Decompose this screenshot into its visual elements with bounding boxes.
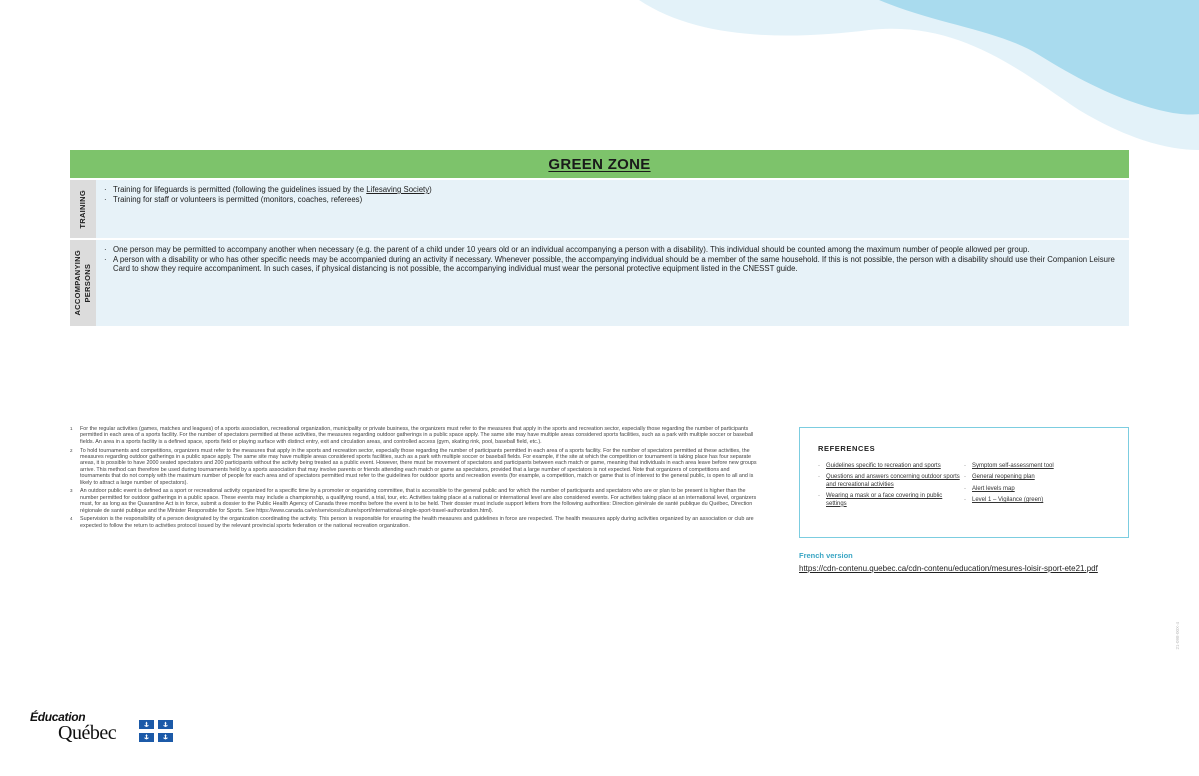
reference-link[interactable]: · Guidelines specific to recreation and sports bbox=[818, 463, 964, 470]
reference-link[interactable]: · General reopening plan bbox=[964, 474, 1110, 481]
list-item: · A person with a disability or who has other specific needs may be accompanied during an activity if necessary. Whenever possible, the accompanying individual should be a member of the same household. If this is not possible, the person with a disability should use their Companion Leisure Card to show they require accompaniment. In such cases, if physical distancing is not possible, the accompanying individual must wear the personal protective equipment listed in the CNESST guide. bbox=[104, 255, 1121, 274]
list-item: · One person may be permitted to accompany another when necessary (e.g. the parent of a child under 10 years old or an individual accompanying a person with a disability). This individual should be counted among the maximum number of people allowed per group. bbox=[104, 245, 1121, 255]
references-right-column bbox=[964, 463, 1110, 512]
footnote: 3 An outdoor public event is defined as a sport or recreational activity organized for a specific time by a promoter or organizing committee, that is accessible to the general public and for which the number of participants and spectators who are or plan to be present is higher than the number permitted for outdoor gatherings in a public space. These events may include a championship, a qualifying round, a trial, tour, etc. Activities taking place at a national or international level are also considered events. For activities taking place at an international level, organizers must, for as long as the Quarantine Act is in force, submit a dossier to the Public Health Agency of Canada three months before the event is to be held. Their dossier must include support letters from the following authorities: Direction générale de santé publique du Québec, Direction régionale de santé publique and the Minister Responsible for Sports. See https://www.canada.ca/en/services/culture/sport/international-single-sport-travel-authorization.html). bbox=[70, 488, 757, 514]
accompanying-persons-row bbox=[70, 238, 1129, 326]
footnote: 2 To hold tournaments and competitions, organizers must refer to the measures that apply in the sports and recreation sector, especially those regarding the number of participants permitted in each area of a sports facility. For the number of spectators permitted at these activities, the measures regarding outdoor gatherings in a public space apply. The same site may have multiple areas considered sports facilities, such as a park with multiple soccer or baseball fields. For example, if the site at which the competition or tournament is taking place has four separate areas, it is possible to have 2000 seated spectators and 200 participants without the activity being treated as a public event. However, there must be movement of spectators and participants between each match or game, meaning that individuals in each area leave before new groups arrive. This method can therefore be used during tournaments held by a sports association that may involve parents or friends attending each match or game as spectators, provided that a large number of spectators is not expected. Note that organizers of competitions and tournaments that do not comply with the maximum number of people for each area and of spectators permitted must refer to the guidelines for outdoor sports and recreation events (for example, a competition, match or game that is of interest to the general public, is open to all and is likely to attract a large number of spectators). bbox=[70, 447, 757, 486]
reference-link[interactable]: · Questions and answers concerning outdoor sports and recreational activities bbox=[818, 474, 964, 489]
footnote: 1 For the regular activities (games, matches and leagues) of a sports association, recreational organization, municipality or private business, the organizers must refer to the measures that apply in the sports and recreation sector, especially those regarding the number of participants permitted in each area of a sports facility. For the number of spectators permitted at these activities, the measures regarding outdoor gatherings in a public space apply. The same site may have multiple areas considered sports facilities, such as a park with multiple soccer or baseball fields. An area in a sports facility is a defined space, sports field or playing surface with distinct entry, exit and circulation areas, and controlled access (gym, skating rink, pool, baseball field, etc.). bbox=[70, 426, 754, 445]
reference-link[interactable]: · Symptom self-assessment tool bbox=[964, 463, 1110, 470]
zone-title: GREEN ZONE bbox=[548, 155, 651, 173]
footnote: 4 Supervision is the responsibility of a person designated by the organization coordinating the activity. This person is responsible for ensuring the health measures and guidelines in force are respected. The health measures apply during activities organized by an association or club are expected to follow the return to activities protocol issued by the relevant provincial sports federation or the national recreation organization. bbox=[70, 516, 754, 529]
reference-link[interactable]: · Level 1 – Vigilance (green) bbox=[964, 497, 1110, 504]
logo-text-quebec: Québec bbox=[58, 722, 117, 744]
accompanying-persons-content bbox=[96, 240, 1129, 326]
list-item: · Training for lifeguards is permitted (following the guidelines issued by the Lifesaving Society) bbox=[104, 185, 1121, 195]
references-left-column bbox=[818, 463, 964, 512]
footnotes bbox=[70, 426, 760, 532]
document-code: 21-098-00X-4 bbox=[1175, 622, 1180, 650]
lifesaving-society-link[interactable]: Lifesaving Society bbox=[366, 185, 430, 194]
accompanying-persons-label: ACCOMPANYING PERSONS bbox=[70, 240, 96, 326]
education-quebec-logo bbox=[30, 708, 180, 748]
zone-header bbox=[70, 150, 1129, 178]
list-item: · Training for staff or volunteers is permitted (monitors, coaches, referees) bbox=[104, 195, 1121, 205]
training-row bbox=[70, 178, 1129, 238]
french-version-link[interactable]: https://cdn-contenu.quebec.ca/cdn-contenu/education/mesures-loisir-sport-ete21.pdf bbox=[799, 564, 1098, 573]
logo-text-education: Éducation bbox=[30, 710, 86, 724]
reference-link[interactable]: · Alert levels map bbox=[964, 486, 1110, 493]
references-title: REFERENCES bbox=[818, 444, 876, 453]
training-label: TRAINING bbox=[70, 180, 96, 238]
quebec-flag-icon bbox=[139, 720, 173, 742]
green-zone-table bbox=[70, 150, 1129, 326]
training-content bbox=[96, 180, 1129, 238]
reference-link[interactable]: · Wearing a mask or a face covering in public settings bbox=[818, 493, 964, 508]
references-box bbox=[799, 427, 1129, 538]
decorative-wave-shape bbox=[639, 0, 1199, 160]
french-version-label: French version bbox=[799, 551, 853, 560]
